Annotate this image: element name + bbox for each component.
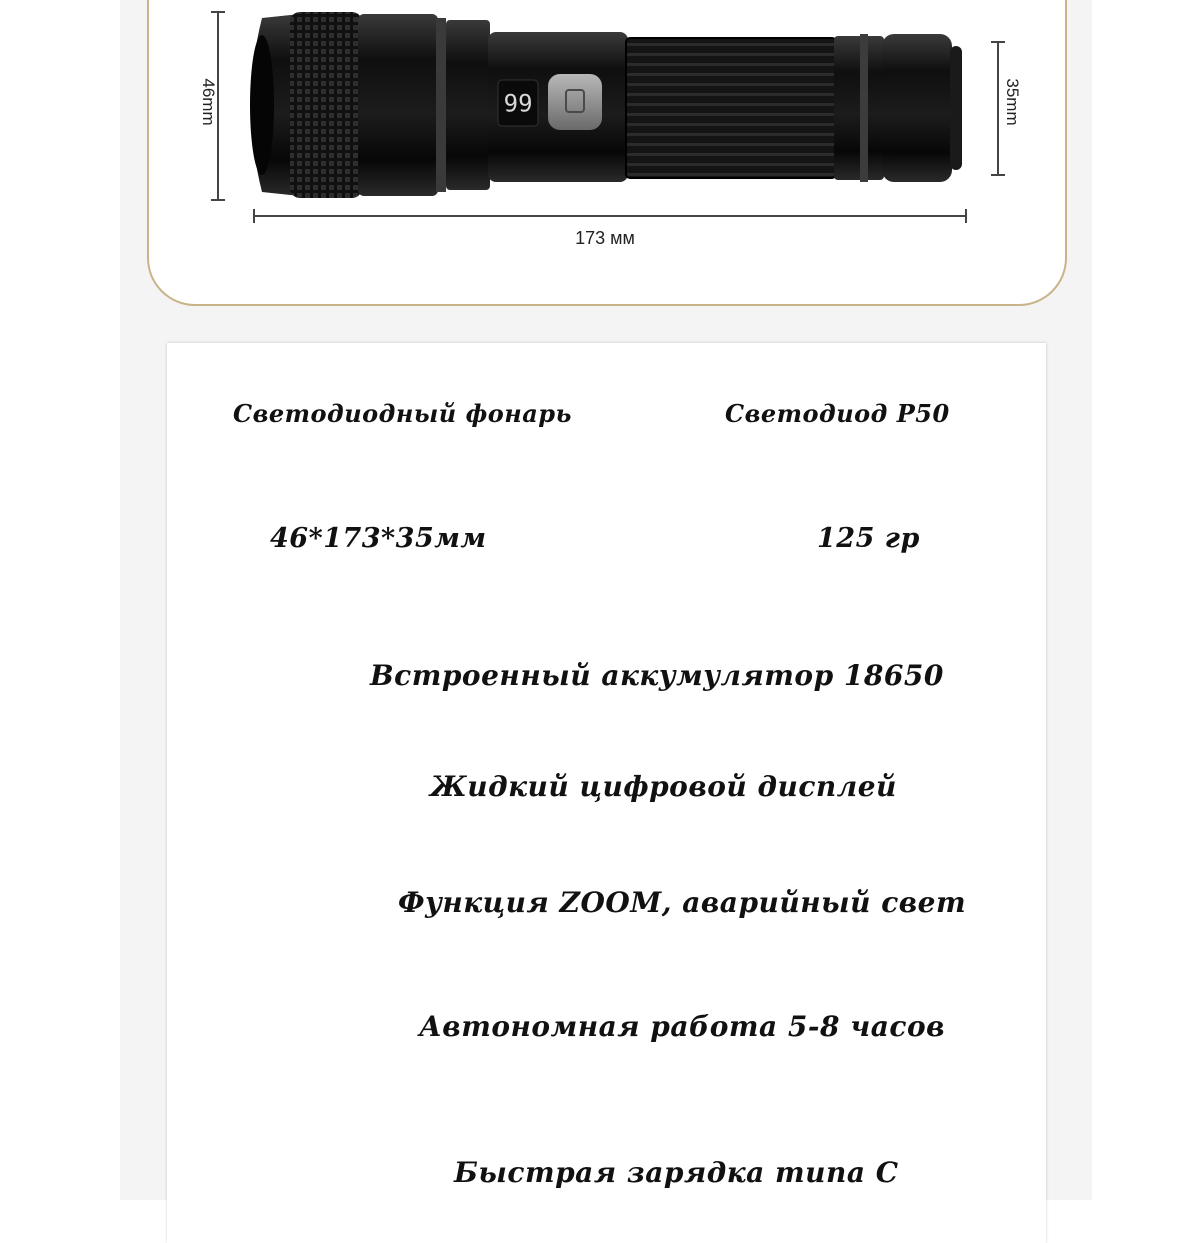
tail-dimension-label: 35mm xyxy=(1003,78,1022,126)
spec-battery: Встроенный аккумулятор 18650 xyxy=(370,659,944,692)
length-dimension-label: 173 мм xyxy=(575,228,635,248)
display-digits: 66 xyxy=(503,88,533,116)
spec-runtime: Автономная работа 5-8 часов xyxy=(419,1010,946,1043)
height-dimension-label: 46mm xyxy=(199,78,218,126)
length-dimension-line xyxy=(254,209,966,223)
spec-charging: Быстрая зарядка типа С xyxy=(454,1156,899,1189)
spec-display: Жидкий цифровой дисплей xyxy=(430,770,897,803)
spec-zoom: Функция ZOOM, аварийный свет xyxy=(398,886,967,919)
spec-sheet xyxy=(167,343,1046,1243)
spec-weight: 125 гр xyxy=(817,523,920,554)
spec-led: Светодиод P50 xyxy=(725,399,950,428)
spec-size: 46*173*35мм xyxy=(270,523,487,554)
spec-product-type: Светодиодный фонарь xyxy=(233,399,572,428)
flashlight-illustration xyxy=(0,0,1200,320)
